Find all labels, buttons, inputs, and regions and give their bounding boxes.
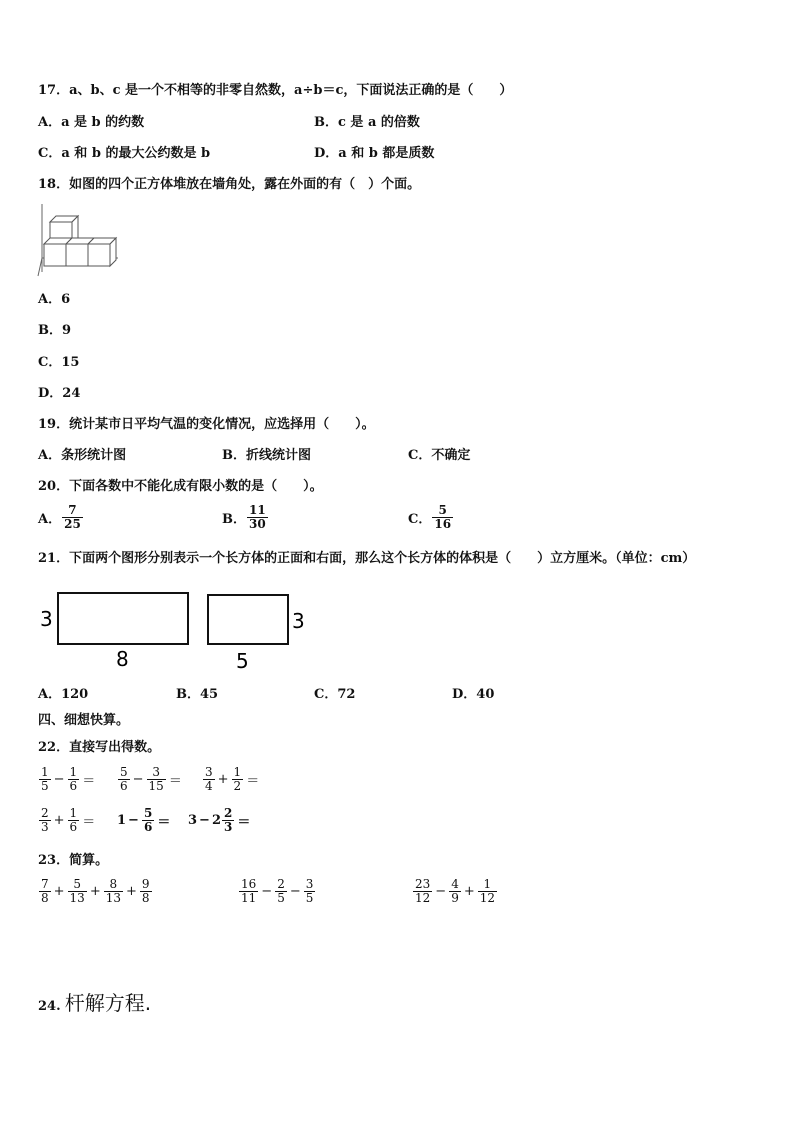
q21-option-b: B．45	[176, 687, 219, 702]
q22-expr-4: $\frac{2}{3}$ + $\frac{1}{6}$ ＝	[41, 806, 96, 834]
q20-stem: 20．下面各数中不能化成有限小数的是（ ）。	[38, 479, 323, 494]
q18-option-b: B．9	[38, 323, 72, 338]
q22-stem: 22．直接写出得数。	[38, 740, 161, 755]
q19-stem: 19．统计某市日平均气温的变化情况，应选择用（ ）。	[38, 417, 375, 432]
q17-option-d: D．a 和 b 都是质数	[314, 146, 435, 161]
q18-option-d: D．24	[38, 386, 81, 401]
q17-option-b: B．c 是 a 的倍数	[314, 115, 420, 130]
section-heading: 四、细想快算。	[38, 713, 130, 728]
q17-option-c: C．a 和 b 的最大公约数是 b	[38, 146, 211, 161]
q20-option-c: C． $\frac{5}{16}$	[408, 503, 452, 531]
fig2-height-label: 3	[292, 609, 305, 633]
rectangles-figure	[36, 586, 316, 672]
q20-option-a: A． $\frac{7}{25}$	[38, 503, 81, 531]
q18-option-a: A．6	[38, 292, 71, 307]
q17-option-a: A．a 是 b 的约数	[38, 115, 145, 130]
fig1-height-label: 3	[40, 607, 53, 631]
q19-option-a: A．条形统计图	[38, 448, 127, 463]
q22-expr-1: $\frac{1}{5}$ − $\frac{1}{6}$ ＝	[41, 765, 96, 793]
q24-heading: 24. 杆解方程.	[38, 991, 152, 1015]
q18-stem: 18．如图的四个正方体堆放在墙角处，露在外面的有（ ）个面。	[38, 177, 421, 192]
q23-expr-3: $\frac{23}{12}$ − $\frac{4}{9}$ + $\frac{1}{12}$	[415, 877, 496, 905]
q21-stem: 21．下面两个图形分别表示一个长方体的正面和右面，那么这个长方体的体积是（ ）立方厘米。（单位：cm）	[38, 551, 696, 566]
q19-option-b: B．折线统计图	[222, 448, 311, 463]
q22-expr-6: 3 − 2 $\frac{2}{3}$ ＝	[188, 806, 251, 834]
q21-option-d: D．40	[452, 687, 495, 702]
q19-option-c: C．不确定	[408, 448, 471, 463]
q22-expr-5: 1 − $\frac{5}{6}$ ＝	[117, 806, 171, 834]
q23-expr-2: $\frac{16}{11}$ − $\frac{2}{5}$ − $\frac{3}{5}$	[241, 877, 314, 905]
stacked-cubes-figure	[36, 202, 120, 278]
q17-stem: 17．a、b、c 是一个不相等的非零自然数，a÷b＝c，下面说法正确的是（ ）	[38, 83, 513, 98]
q22-expr-3: $\frac{3}{4}$ + $\frac{1}{2}$ ＝	[205, 765, 260, 793]
fig2-width-label: 5	[236, 649, 249, 672]
q23-expr-1: $\frac{7}{8}$ + $\frac{5}{13}$ + $\frac{8}{13}$ + $\frac{9}{8}$	[41, 877, 150, 905]
q23-stem: 23．简算。	[38, 853, 109, 868]
q20-option-b: B． $\frac{11}{30}$	[222, 503, 266, 531]
q21-option-c: C．72	[314, 687, 356, 702]
fig1-width-label: 8	[116, 647, 129, 671]
q21-option-a: A．120	[38, 687, 89, 702]
q22-expr-2: $\frac{5}{6}$ − $\frac{3}{15}$ ＝	[120, 765, 182, 793]
q18-option-c: C．15	[38, 355, 80, 370]
